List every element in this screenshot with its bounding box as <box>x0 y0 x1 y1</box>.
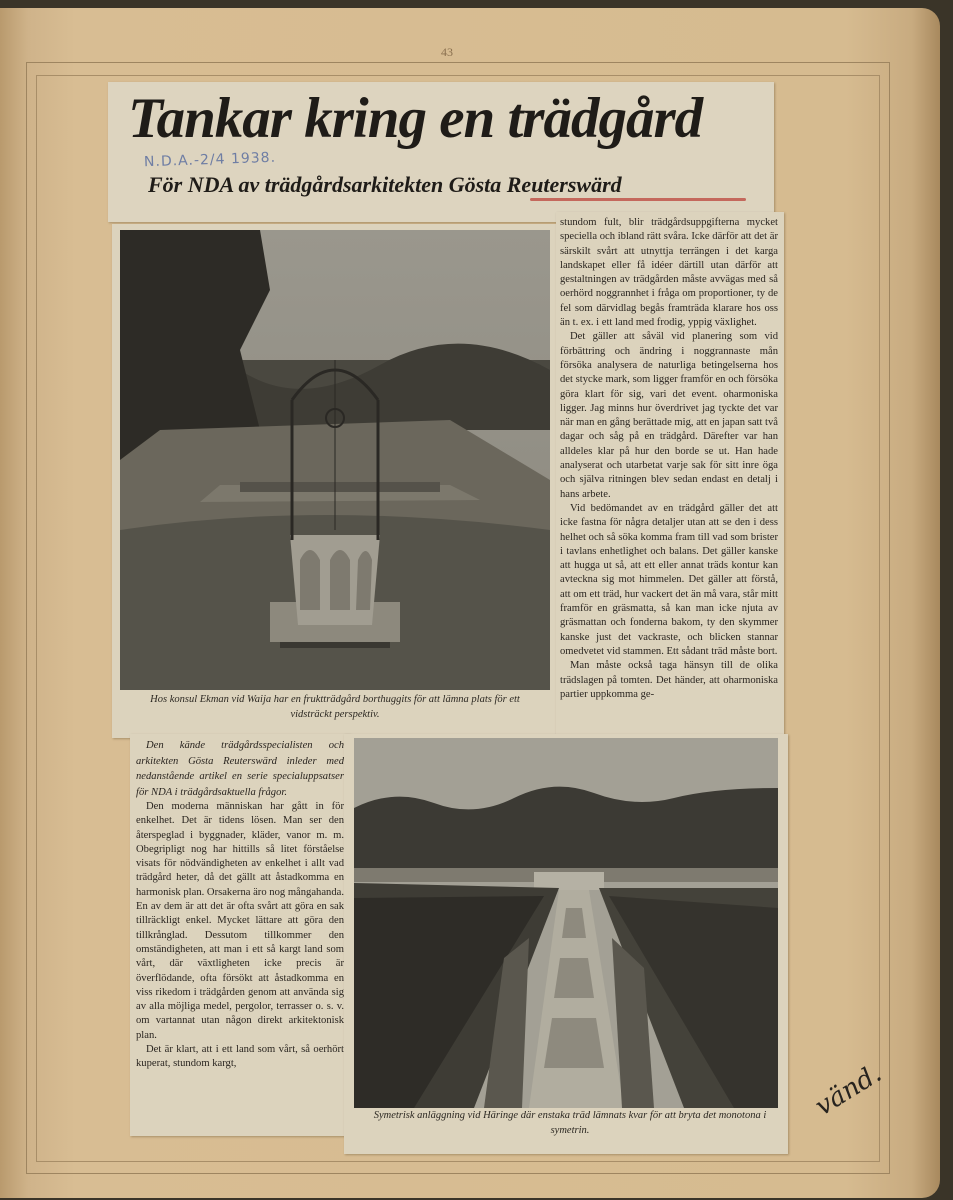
photo-garden-well <box>120 230 550 690</box>
left-column-clipping <box>130 734 350 1136</box>
photo-clipping-well <box>112 224 558 738</box>
photo-clipping-haringe <box>344 734 788 1154</box>
handwritten-date: N.D.A.-2/4 1938. <box>143 149 277 171</box>
headline-clipping <box>108 82 774 222</box>
right-paragraph: Man måste också taga hänsyn till de olika trädslagen på tomten. Det händer, att oharmoniska partier uppkomma ge- <box>560 660 778 700</box>
photo-symmetric-garden <box>354 738 778 1108</box>
left-paragraph: Det är klart, att i ett land som vårt, så oerhört kuperat, stundom kargt, <box>136 1044 344 1070</box>
intro-paragraph: Den kände trädgårdsspecialisten och arkitekten Gösta Reuterswärd inleder med nedanstående artikel en serie specialuppsatser för NDA i trädgårdsaktuella frågor. <box>136 740 344 798</box>
right-paragraph: stundom fult, blir trädgårdsuppgifterna mycket speciella och ibland rätt svåra. Icke därför att det är särskilt svårt att utnyttja terrängen i det karga landskapet eller få idéer därtill utan därför att gestaltningen av trädgården måste avvägas med så oerhörd noggrannhet i fråga om proportioner, ty de fel som därvidlag begås framträda klarare hos oss än t. ex. i ett land med frodig, yppig växlighet. <box>560 217 778 329</box>
article-headline: Tankar kring en trädgård <box>128 87 703 150</box>
left-paragraph: Den moderna människan har gått in för enkelhet. Det är tidens lösen. Man ser den återspeglad i byggnader, kläder, vanor m. m. Obegripligt nog har hittills så litet förståelse visats för nödvändigheten av enkelhet i allt vad trädgård heter, då det gällt att åstadkomma en harmonisk plan. Orsakerna äro nog mångahanda. En av dem är att det är ofta svårt att göra en sak tillräckligt enkel. Mycket lättare att göra den tillkrånglad. Dessutom tillkommer den omständigheten, att man i ett så kargt land som vårt, där växtligheten icke precis är överflödande, ofta försökt att åstadkomma en viss rikedom i trädgården genom att använda sig av alla möjliga medel, pergolor, terrasser o. s. v. om vartannat utan någon direkt arkitektonisk plan. <box>136 801 344 1041</box>
right-paragraph: Vid bedömandet av en trädgård gäller det att icke fastna för några detaljer utan att se den i dess helhet och så söka komma fram till vad som brister i tavlans enhetlighet och balans. Det gäller kanske att hugga ut så, att ett eller annat träds kontur kan avteckna sig mot himmelen. Det gäller att förstå, att om ett träd, hur vackert det än må vara, står mitt framför en gräsmatta, så kan man icke njuta av gräsmattan och fonderna bakom, ty den skymmer kanske just det vackraste, och blicken stannar omedvetet vid stammen. Ett sådant träd måste bort. <box>560 502 778 657</box>
page-number: 43 <box>441 45 453 59</box>
photo1-caption: Hos konsul Ekman vid Waija har en fruktträdgård borthuggits för att lämna plats för ett vidsträckt perspektiv. <box>150 694 520 720</box>
right-paragraph: Det gäller att såväl vid planering som vid förbättring och ändring i noggrannaste mån försöka analysera de naturliga betingelserna hos det stycke mark, som ligger framför en och försöka göra klart för sig, vari det event. oharmoniska ligger. Jag minns hur överdrivet jag tyckte det var när man en gång berättade mig, att en japan satt två dagar och såg på en trädgård. Därefter var han alldeles klar på hur den borde se ut. Han hade analyserat och utarbetat varje sak för sitt inre öga och själva ritningen blev sedan endast en detalj i hans arbete. <box>560 331 778 500</box>
handwritten-vand-note: vänd. <box>810 1058 887 1122</box>
red-underline-mark <box>530 198 746 201</box>
right-column-clipping <box>556 212 784 778</box>
photo2-caption: Symetrisk anläggning vid Häringe där enstaka träd lämnats kvar för att bryta det monotona i symetrin. <box>373 1110 767 1136</box>
right-column-text <box>560 216 778 702</box>
left-column-text <box>136 738 344 1072</box>
article-byline: För NDA av trädgårdsarkitekten Gösta Reuterswärd <box>148 172 622 197</box>
